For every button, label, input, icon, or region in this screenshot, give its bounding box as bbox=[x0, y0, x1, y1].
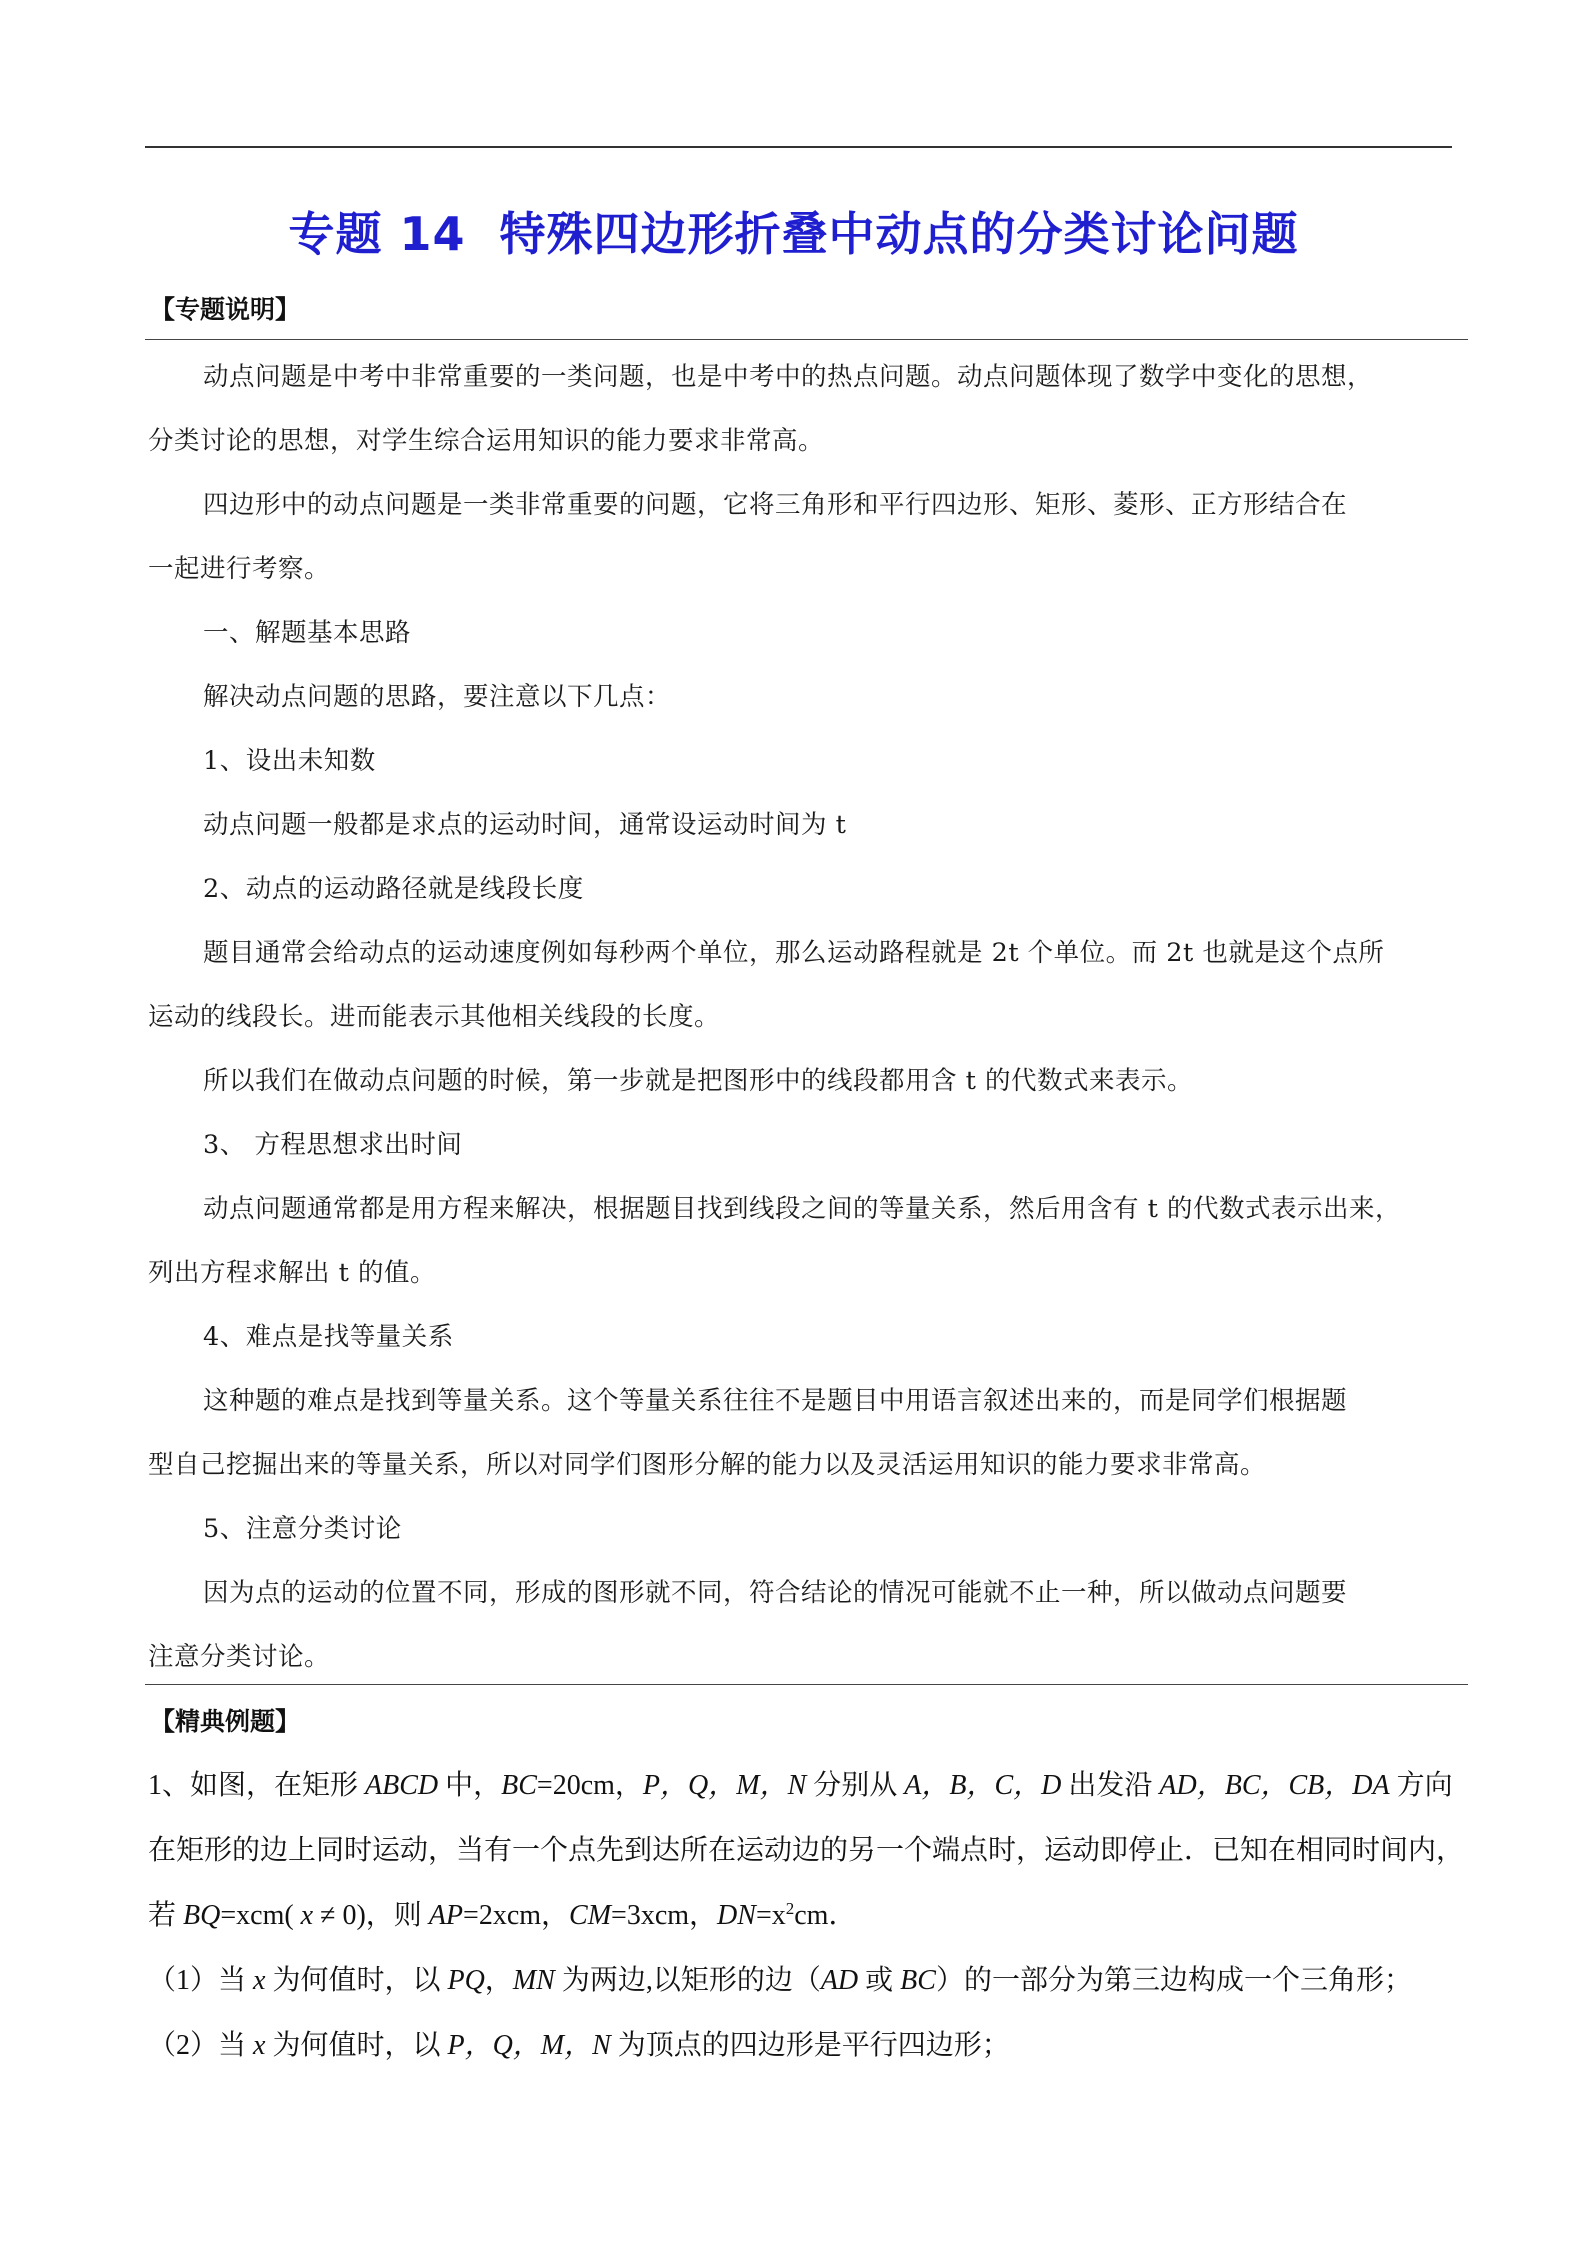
notes-line: 所以我们在做动点问题的时候，第一步就是把图形中的线段都用含 t 的代数式来表示。 bbox=[203, 1066, 1193, 1096]
notes-line: 四边形中的动点问题是一类非常重要的问题，它将三角形和平行四边形、矩形、菱形、正方形结合在 bbox=[203, 490, 1348, 520]
notes-line: 这种题的难点是找到等量关系。这个等量关系往往不是题目中用语言叙述出来的，而是同学们根据题 bbox=[203, 1386, 1348, 1416]
notes-line: 型自己挖掘出来的等量关系，所以对同学们图形分解的能力以及灵活运用知识的能力要求非常高。 bbox=[148, 1450, 1267, 1480]
notes-bottom-rule bbox=[145, 1684, 1468, 1685]
example-1-part-2: （2）当 x 为何值时，以 P，Q，M，N 为顶点的四边形是平行四边形； bbox=[148, 2030, 1010, 2061]
notes-line: 1、设出未知数 bbox=[203, 746, 376, 776]
notes-line: 2、动点的运动路径就是线段长度 bbox=[203, 874, 584, 904]
notes-line: 动点问题是中考中非常重要的一类问题，也是中考中的热点问题。动点问题体现了数学中变化的思想， bbox=[203, 362, 1374, 392]
notes-line: 列出方程求解出 t 的值。 bbox=[148, 1258, 436, 1288]
notes-line: 动点问题通常都是用方程来解决，根据题目找到线段之间的等量关系，然后用含有 t 的代数式表示出来， bbox=[203, 1194, 1401, 1224]
example-1-line-1: 1、如图，在矩形 ABCD 中，BC=20cm，P，Q，M，N 分别从 A，B，C，D 出发沿 AD，BC，CB，DA 方向 bbox=[148, 1770, 1453, 1801]
notes-line: 5、注意分类讨论 bbox=[203, 1514, 402, 1544]
example-1-part-1: （1）当 x 为何值时，以 PQ，MN 为两边,以矩形的边（AD 或 BC）的一部分为第三边构成一个三角形； bbox=[148, 1965, 1412, 1996]
notes-line: 注意分类讨论。 bbox=[148, 1642, 331, 1672]
notes-heading: 【专题说明】 bbox=[150, 295, 301, 324]
notes-line: 动点问题一般都是求点的运动时间，通常设运动时间为 t bbox=[203, 810, 847, 840]
notes-line: 一、解题基本思路 bbox=[203, 618, 412, 648]
notes-top-rule bbox=[145, 339, 1468, 340]
notes-line: 运动的线段长。进而能表示其他相关线段的长度。 bbox=[148, 1002, 721, 1032]
notes-line: 3、 方程思想求出时间 bbox=[203, 1130, 463, 1160]
notes-line: 4、难点是找等量关系 bbox=[203, 1322, 454, 1352]
header-rule bbox=[145, 146, 1452, 148]
title-prefix: 专题 14 bbox=[288, 207, 466, 261]
examples-heading: 【精典例题】 bbox=[150, 1707, 301, 1736]
notes-line: 题目通常会给动点的运动速度例如每秒两个单位，那么运动路程就是 2t 个单位。而 2t 也就是这个点所 bbox=[203, 938, 1385, 968]
page-title bbox=[0, 198, 1587, 264]
example-1-line-3: 若 BQ=xcm( x ≠ 0)，则 AP=2xcm，CM=3xcm，$DN=x^2cm$． bbox=[148, 1899, 857, 1931]
notes-line: 分类讨论的思想，对学生综合运用知识的能力要求非常高。 bbox=[148, 426, 825, 456]
notes-line: 一起进行考察。 bbox=[148, 554, 331, 584]
example-1-line-2: 在矩形的边上同时运动，当有一个点先到达所在运动边的另一个端点时，运动即停止．已知在相同时间内， bbox=[148, 1835, 1465, 1866]
notes-line: 因为点的运动的位置不同，形成的图形就不同，符合结论的情况可能就不止一种，所以做动点问题要 bbox=[203, 1578, 1348, 1608]
title-main: 特殊四边形折叠中动点的分类讨论问题 bbox=[499, 207, 1299, 261]
notes-line: 解决动点问题的思路，要注意以下几点： bbox=[203, 682, 672, 712]
